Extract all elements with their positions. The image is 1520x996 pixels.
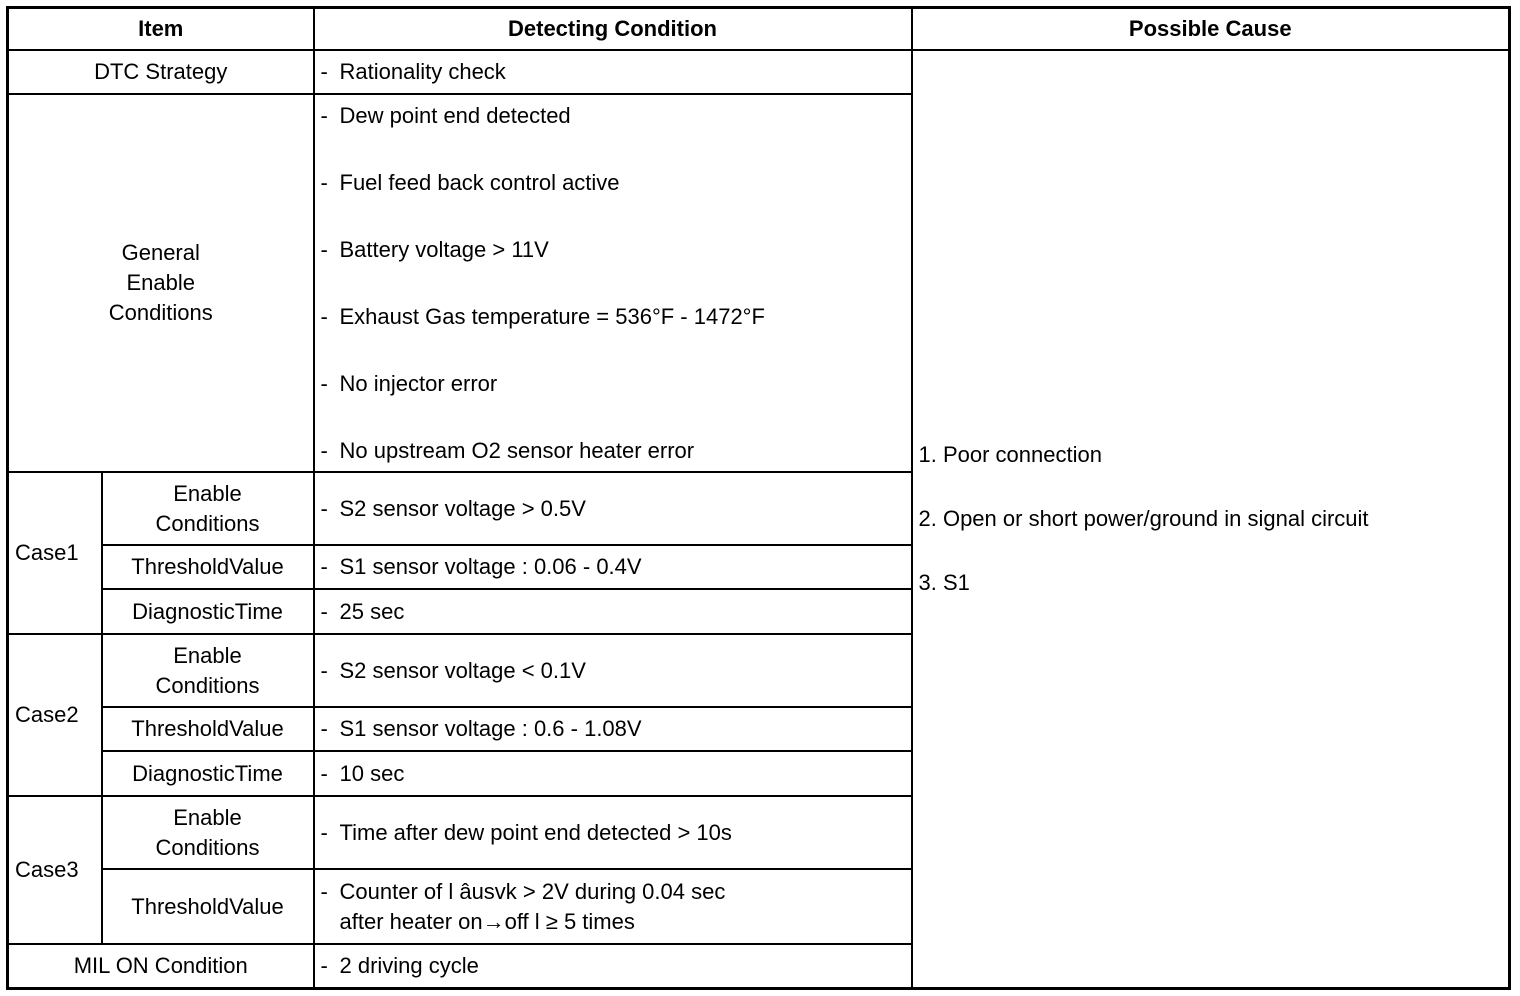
condition-text: S1 sensor voltage : 0.6 - 1.08V [339,716,642,741]
cause-item: 3. S1 [918,569,970,595]
condition-general-enable [314,94,912,472]
header-item: Item [8,8,314,51]
header-row [8,8,1510,51]
label-case2: Case2 [8,634,102,796]
label-case1: Case1 [8,472,102,634]
condition-line [321,436,905,466]
condition-text: Dew point end detected [339,102,571,128]
cause-item: 1. Poor connection [918,441,1102,467]
condition-case1-time [314,589,912,634]
condition-text: No injector error [339,370,498,396]
label-case3: Case3 [8,796,102,944]
condition-line [321,235,905,265]
condition-case2-threshold [314,707,912,751]
bullet-dash: - [320,657,328,683]
condition-case3-enable [314,796,912,869]
label-case2-threshold: ThresholdValue [102,707,314,751]
possible-cause-cell [912,50,1510,988]
label-line: Enable [173,642,242,668]
cause-item: 2. Open or short power/ground in signal circuit [918,505,1369,531]
label-line: Conditions [155,672,260,698]
condition-line [321,168,905,198]
label-line: Conditions [155,834,260,860]
label-line: Enable [173,480,242,506]
condition-dtc-strategy [314,50,912,94]
label-case2-time: DiagnosticTime [102,751,314,796]
bullet-dash: - [320,370,328,396]
bullet-dash: - [320,102,328,128]
condition-mil-on [314,944,912,988]
header-detecting-condition: Detecting Condition [314,8,912,51]
bullet-dash: - [320,303,328,329]
label-case1-enable [102,472,314,545]
condition-text: 2 driving cycle [339,952,479,978]
bullet-dash: - [320,878,328,904]
label-case1-threshold: ThresholdValue [102,545,314,589]
condition-text: 10 sec [339,760,405,786]
condition-line [321,302,905,332]
bullet-dash: - [320,760,328,786]
condition-text: after heater on→off l ≥ 5 times [339,908,635,934]
condition-text: S2 sensor voltage > 0.5V [339,495,586,521]
bullet-dash: - [320,716,328,741]
condition-case1-enable [314,472,912,545]
label-dtc-strategy: DTC Strategy [8,50,314,94]
condition-case2-time [314,751,912,796]
condition-text: S1 sensor voltage : 0.06 - 0.4V [339,554,642,579]
label-case3-threshold: ThresholdValue [102,869,314,944]
bullet-dash: - [320,598,328,624]
condition-text: Counter of l âusvk > 2V during 0.04 sec [339,878,726,904]
condition-line [321,877,905,907]
condition-line [321,369,905,399]
condition-case1-threshold [314,545,912,589]
bullet-dash: - [320,169,328,195]
label-general-enable [8,94,314,472]
label-case2-enable [102,634,314,707]
condition-text: S2 sensor voltage < 0.1V [339,657,586,683]
condition-text: No upstream O2 sensor heater error [339,437,695,463]
bullet-dash: - [320,437,328,463]
label-line: Conditions [108,300,213,325]
bullet-dash: - [320,495,328,521]
label-mil-on: MIL ON Condition [8,944,314,988]
condition-text: Time after dew point end detected > 10s [339,819,732,845]
label-case1-time: DiagnosticTime [102,589,314,634]
bullet-dash: - [320,236,328,262]
condition-text: Fuel feed back control active [339,169,620,195]
label-line: Enable [173,804,242,830]
dtc-table [6,6,1511,990]
label-case3-enable [102,796,314,869]
header-possible-cause: Possible Cause [912,8,1510,51]
condition-case2-enable [314,634,912,707]
row-dtc-strategy [8,50,1510,94]
label-line: General [121,240,200,265]
condition-line [321,101,905,131]
condition-text: Rationality check [339,59,506,84]
condition-text: 25 sec [339,598,405,624]
label-line: Enable [126,270,195,295]
condition-text: Exhaust Gas temperature = 536°F - 1472°F [339,303,765,329]
label-line: Conditions [155,510,260,536]
bullet-dash: - [320,59,328,84]
bullet-dash: - [320,952,328,978]
condition-text: Battery voltage > 11V [339,236,549,262]
bullet-dash: - [320,819,328,845]
condition-case3-threshold [314,869,912,944]
bullet-dash: - [320,554,328,579]
